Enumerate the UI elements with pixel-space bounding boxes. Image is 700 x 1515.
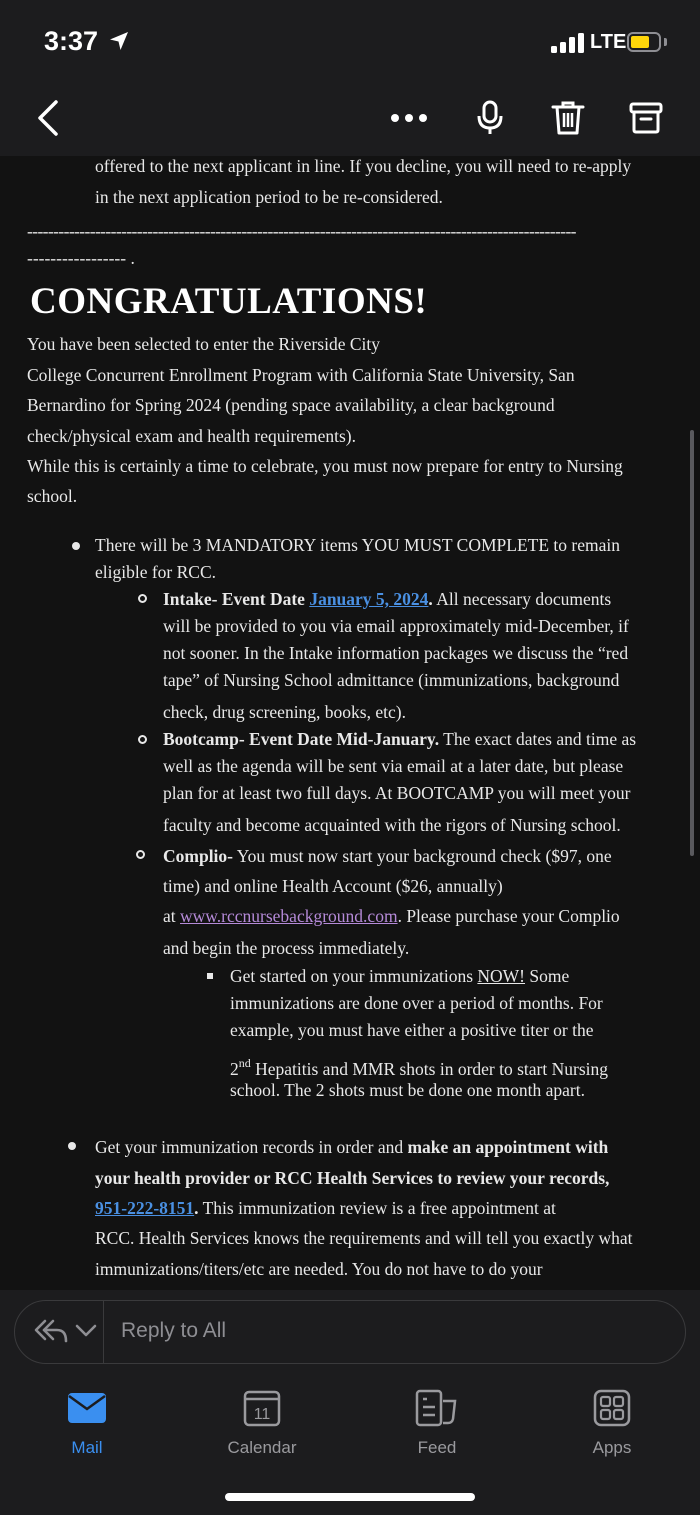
intake-line: check, drug screening, books, etc). [163,702,406,722]
body-line: College Concurrent Enrollment Program with California State University, San [27,365,575,385]
bullet-circle [138,594,147,603]
microphone-icon [476,100,504,136]
mail-icon [67,1392,107,1424]
bullet-line: 951-222-8151. This immunization review is a free appointment at [95,1198,556,1218]
scrollbar[interactable] [690,430,694,856]
bullet-dot [68,1142,76,1150]
body-line: check/physical exam and health requirements). [27,426,356,446]
more-options-button[interactable] [387,96,431,140]
tab-label: Apps [592,1438,632,1457]
complio-line: at www.rccnursebackground.com. Please purchase your Complio [163,906,620,926]
email-body[interactable] [0,156,700,1290]
back-button[interactable] [26,96,70,140]
status-time: 3:37 [44,26,99,56]
divider-line: ----------------- . [27,248,135,268]
bullet-line: Get your immunization records in order and make an appointment with [95,1137,609,1157]
body-line: While this is certainly a time to celebrate, you must now prepare for entry to Nursing [27,456,623,476]
tab-calendar[interactable] [202,1386,322,1466]
bullet-line: eligible for RCC. [95,562,217,582]
intro-line: in the next application period to be re-considered. [95,187,443,207]
bullet-circle [138,735,147,744]
intake-line: Intake- Event Date January 5, 2024. All necessary documents [163,589,612,609]
battery-tip [664,38,667,46]
more-dots-icon [389,113,429,123]
battery-icon [627,32,661,52]
location-arrow-icon [108,30,130,52]
body-line: Bernardino for Spring 2024 (pending space availability, a clear background [27,395,555,415]
intro-line: offered to the next applicant in line. If you decline, you will need to re-apply [95,156,632,176]
tab-label: Mail [71,1438,103,1457]
body-line: school. [27,486,78,506]
dictate-button[interactable] [468,96,512,140]
complio-website-link[interactable]: www.rccnursebackground.com [180,906,398,926]
bullet-circle [136,850,145,859]
complio-line: and begin the process immediately. [163,938,410,958]
tab-feed[interactable] [377,1386,497,1466]
reply-all-icon [33,1317,69,1345]
immunization-line: school. The 2 shots must be done one month apart. [230,1080,585,1100]
immunization-line: Get started on your immunizations NOW! Some [230,966,570,986]
bootcamp-line: well as the agenda will be sent via email at a later date, but please [163,756,624,776]
tab-mail[interactable] [27,1386,147,1466]
tab-label: Feed [417,1438,457,1457]
reply-divider [103,1301,104,1363]
calendar-day: 11 [253,1406,271,1423]
bullet-line: RCC. Health Services knows the requirements and will tell you exactly what [95,1228,633,1248]
apps-icon [593,1389,631,1427]
bootcamp-line: faculty and become acquainted with the rigors of Nursing school. [163,815,621,835]
bullet-line: There will be 3 MANDATORY items YOU MUST COMPLETE to remain [95,535,620,555]
immunization-line: immunizations are done over a period of months. For [230,993,603,1013]
reply-all-field[interactable] [14,1300,686,1364]
immunization-line: 2nd Hepatitis and MMR shots in order to start Nursing [230,1056,609,1079]
intake-date-link[interactable]: January 5, 2024 [309,589,429,609]
reply-area [0,1290,700,1372]
body-line: You have been selected to enter the Riverside City [27,334,380,354]
bullet-square [207,973,213,979]
home-indicator[interactable] [225,1493,475,1501]
congratulations-heading: CONGRATULATIONS! [30,281,428,322]
network-type: LTE [590,31,627,53]
delete-button[interactable] [546,96,590,140]
intake-line: will be provided to you via email approximately mid-December, if [163,616,629,636]
immunization-line: example, you must have either a positive titer or the [230,1020,594,1040]
chevron-left-icon [36,99,60,137]
bullet-dot [72,542,80,550]
complio-line: time) and online Health Account ($26, annually) [163,876,503,896]
bootcamp-line: plan for at least two full days. At BOOTCAMP you will meet your [163,783,631,803]
calendar-icon [243,1389,281,1427]
divider-line: --------------------------------------------------------------------------------------------------------- [27,221,576,241]
tab-label: Calendar [227,1438,297,1457]
tab-apps[interactable] [552,1386,672,1466]
complio-line: Complio- You must now start your background check ($97, one [163,846,612,866]
archive-icon [629,102,663,134]
status-bar [0,0,700,80]
phone-link[interactable]: 951-222-8151 [95,1198,195,1218]
bootcamp-line: Bootcamp- Event Date Mid-January. The exact dates and time as [163,729,637,749]
reply-all-label: Reply to All [121,1319,227,1342]
bullet-line: immunizations/titers/etc are needed. You do not have to do your [95,1259,543,1279]
feed-icon [415,1389,459,1427]
message-toolbar [0,80,700,156]
bullet-line: your health provider or RCC Health Services to review your records, [95,1168,610,1188]
intake-line: tape” of Nursing School admittance (immunizations, background [163,670,620,690]
cellular-signal-icon [551,33,585,53]
trash-icon [551,100,585,136]
archive-button[interactable] [624,96,668,140]
intake-line: not sooner. In the Intake information packages we discuss the “red [163,643,629,663]
chevron-down-icon[interactable] [75,1323,97,1339]
